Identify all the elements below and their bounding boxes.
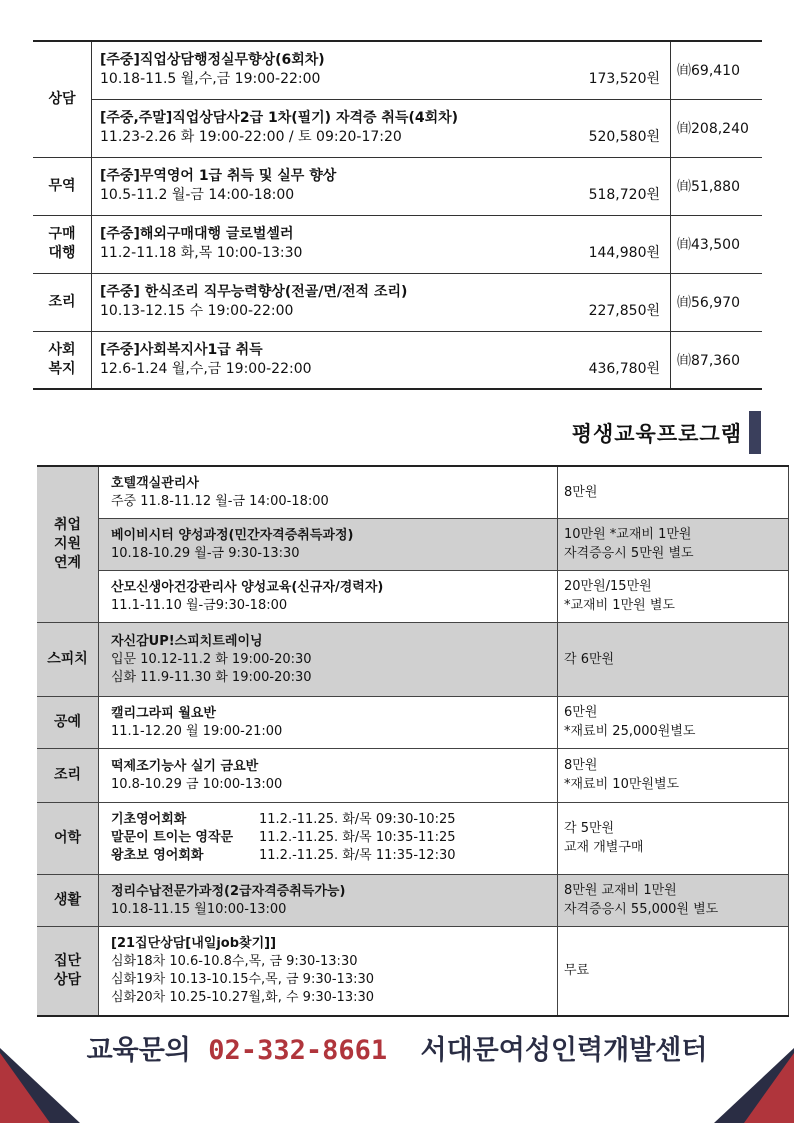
category-cell: 취업 지원 연계 <box>37 466 99 622</box>
table-row <box>37 696 789 748</box>
program-price: 436,780원 <box>588 360 660 377</box>
table-row <box>37 802 789 874</box>
program-cell <box>92 273 671 331</box>
table-row <box>33 331 762 389</box>
program-cell <box>92 157 671 215</box>
table-row <box>33 41 762 99</box>
fee-cell <box>558 466 789 518</box>
program-cell <box>99 570 558 622</box>
program-price: 518,720원 <box>588 187 660 203</box>
program-title: 정리수납전문가과정(2급자격증취득가능) <box>111 883 346 899</box>
program-cell <box>92 331 671 389</box>
list-item <box>111 811 551 829</box>
program-price: 227,850원 <box>588 303 660 319</box>
program-title: [주중]무역영어 1급 취득 및 실무 향상 <box>100 168 337 184</box>
program-cell <box>92 41 671 99</box>
contact-footer <box>0 1028 794 1067</box>
program-title: [21집단상담[내일job찾기]] <box>111 936 277 952</box>
table-row <box>37 874 789 926</box>
fee-cell <box>558 748 789 802</box>
fee-line: 20만원/15만원 <box>564 579 652 594</box>
program-schedule: 심화19차 10.13-10.15수,목, 금 9:30-13:30 <box>111 972 375 988</box>
fee-line: 자격증응시 55,000원 별도 <box>564 902 719 917</box>
fee-cell <box>558 926 789 1016</box>
course-schedule: 11.2.-11.25. 화/목 10:35-11:25 <box>259 830 456 845</box>
fee-line: *재료비 25,000원별도 <box>564 724 696 739</box>
table-row <box>33 99 762 157</box>
category-cell: 공예 <box>37 696 99 748</box>
fee-cell <box>558 622 789 696</box>
table-row <box>37 926 789 1016</box>
fee-line: 8만원 <box>564 484 598 500</box>
self-pay-cell: ㉂208,240 <box>671 99 763 157</box>
contact-phone[interactable]: 02-332-8661 <box>208 1035 388 1066</box>
program-title: 자신감UP!스피치트레이닝 <box>111 633 263 649</box>
program-title: [주중,주말]직업상담사2급 1차(필기) 자격증 취득(4회차) <box>100 110 459 126</box>
organization-name: 서대문여성인력개발센터 <box>420 1035 708 1066</box>
fee-line: 각 5만원 <box>564 821 615 836</box>
program-schedule: 주중 11.8-11.12 월-금 14:00-18:00 <box>111 493 329 509</box>
course-name: 왕초보 영어회화 <box>111 848 204 863</box>
program-cell <box>99 518 558 570</box>
program-cell <box>99 466 558 518</box>
table-row <box>33 273 762 331</box>
program-price: 520,580원 <box>588 129 660 145</box>
table-row <box>37 518 789 570</box>
program-schedule: 11.1-12.20 월 19:00-21:00 <box>111 723 283 739</box>
program-title: 산모신생아건강관리사 양성교육(신규자/경력자) <box>111 579 384 595</box>
contact-label: 교육문의 <box>86 1035 191 1066</box>
program-cell <box>92 99 671 157</box>
program-cell <box>99 926 558 1016</box>
course-schedule: 11.2.-11.25. 화/목 11:35-12:30 <box>259 848 456 863</box>
program-schedule: 10.18-11.5 월,수,금 19:00-22:00 <box>100 71 321 88</box>
category-cell: 조리 <box>33 273 92 331</box>
fee-line: *교재비 1만원 별도 <box>564 598 675 613</box>
course-name: 기초영어회화 <box>111 812 187 827</box>
list-item <box>111 847 551 865</box>
program-title: [주중]해외구매대행 글로벌셀러 <box>100 226 294 242</box>
table-row <box>37 570 789 622</box>
program-schedule: 10.13-12.15 수 19:00-22:00 <box>100 303 294 319</box>
program-schedule: 입문 10.12-11.2 화 19:00-20:30 <box>111 651 312 667</box>
fee-line: 교재 개별구매 <box>564 840 644 855</box>
fee-line: 자격증응시 5만원 별도 <box>564 546 694 561</box>
fee-line: 각 6만원 <box>564 651 615 667</box>
vocational-course-table <box>33 40 762 390</box>
program-schedule: 11.2-11.18 화,목 10:00-13:30 <box>100 245 303 261</box>
program-title: 베이비시터 양성과정(민간자격증취득과정) <box>111 527 354 543</box>
fee-cell <box>558 802 789 874</box>
program-schedule: 심화18차 10.6-10.8수,목, 금 9:30-13:30 <box>111 954 358 970</box>
table-row <box>37 466 789 518</box>
program-schedule: 11.23-2.26 화 19:00-22:00 / 토 09:20-17:20 <box>100 129 402 145</box>
fee-line: 8만원 교재비 1만원 <box>564 883 677 898</box>
fee-line: 무료 <box>564 963 590 979</box>
fee-cell <box>558 696 789 748</box>
program-title: 호텔객실관리사 <box>111 475 199 491</box>
program-schedule: 10.18-11.15 월10:00-13:00 <box>111 901 287 917</box>
section-title: 평생교육프로그램 <box>571 422 742 446</box>
table-row <box>37 622 789 696</box>
category-cell: 스피치 <box>37 622 99 696</box>
self-pay-cell: ㉂43,500 <box>671 215 763 273</box>
program-schedule: 10.8-10.29 금 10:00-13:00 <box>111 776 283 792</box>
table-row <box>33 157 762 215</box>
category-cell: 구매 대행 <box>33 215 92 273</box>
category-cell: 집단 상담 <box>37 926 99 1016</box>
self-pay-cell: ㉂87,360 <box>671 331 763 389</box>
self-pay-cell: ㉂56,970 <box>671 273 763 331</box>
program-cell <box>99 696 558 748</box>
category-cell: 조리 <box>37 748 99 802</box>
category-cell: 상담 <box>33 41 92 157</box>
program-cell <box>99 748 558 802</box>
list-item <box>111 829 551 847</box>
self-pay-cell: ㉂69,410 <box>671 41 763 99</box>
program-title: 캘리그라피 월요반 <box>111 705 216 721</box>
category-cell: 사회 복지 <box>33 331 92 389</box>
fee-cell <box>558 570 789 622</box>
program-schedule: 심화20차 10.25-10.27월,화, 수 9:30-13:30 <box>111 990 375 1006</box>
course-schedule: 11.2.-11.25. 화/목 09:30-10:25 <box>259 812 456 827</box>
category-cell: 생활 <box>37 874 99 926</box>
category-cell: 어학 <box>37 802 99 874</box>
program-cell <box>99 622 558 696</box>
fee-cell <box>558 518 789 570</box>
program-schedule: 11.1-11.10 월-금9:30-18:00 <box>111 597 288 613</box>
program-price: 173,520원 <box>588 71 660 88</box>
program-title: [주중]사회복지사1급 취득 <box>100 341 263 358</box>
program-schedule: 10.18-10.29 월-금 9:30-13:30 <box>111 545 300 561</box>
program-schedule: 12.6-1.24 월,수,금 19:00-22:00 <box>100 360 312 377</box>
fee-line: 10만원 *교재비 1만원 <box>564 527 692 542</box>
category-cell: 무역 <box>33 157 92 215</box>
program-cell <box>99 874 558 926</box>
program-title: [주중]직업상담행정실무향상(6회차) <box>100 52 325 69</box>
fee-line: 8만원 <box>564 758 598 773</box>
fee-cell <box>558 874 789 926</box>
section-accent-bar <box>749 411 761 454</box>
program-title: 떡제조기능사 실기 금요반 <box>111 758 259 774</box>
fee-line: 6만원 <box>564 705 598 720</box>
table-row <box>33 215 762 273</box>
program-cell <box>99 802 558 874</box>
course-name: 말문이 트이는 영작문 <box>111 830 234 845</box>
program-schedule: 심화 11.9-11.30 화 19:00-20:30 <box>111 669 312 685</box>
program-title: [주중] 한식조리 직무능력향상(전골/면/전적 조리) <box>100 284 408 300</box>
program-cell <box>92 215 671 273</box>
fee-line: *재료비 10만원별도 <box>564 777 680 792</box>
self-pay-cell: ㉂51,880 <box>671 157 763 215</box>
table-row <box>37 748 789 802</box>
lifelong-education-table <box>37 465 789 1017</box>
program-price: 144,980원 <box>588 245 660 261</box>
program-schedule: 10.5-11.2 월-금 14:00-18:00 <box>100 187 295 203</box>
